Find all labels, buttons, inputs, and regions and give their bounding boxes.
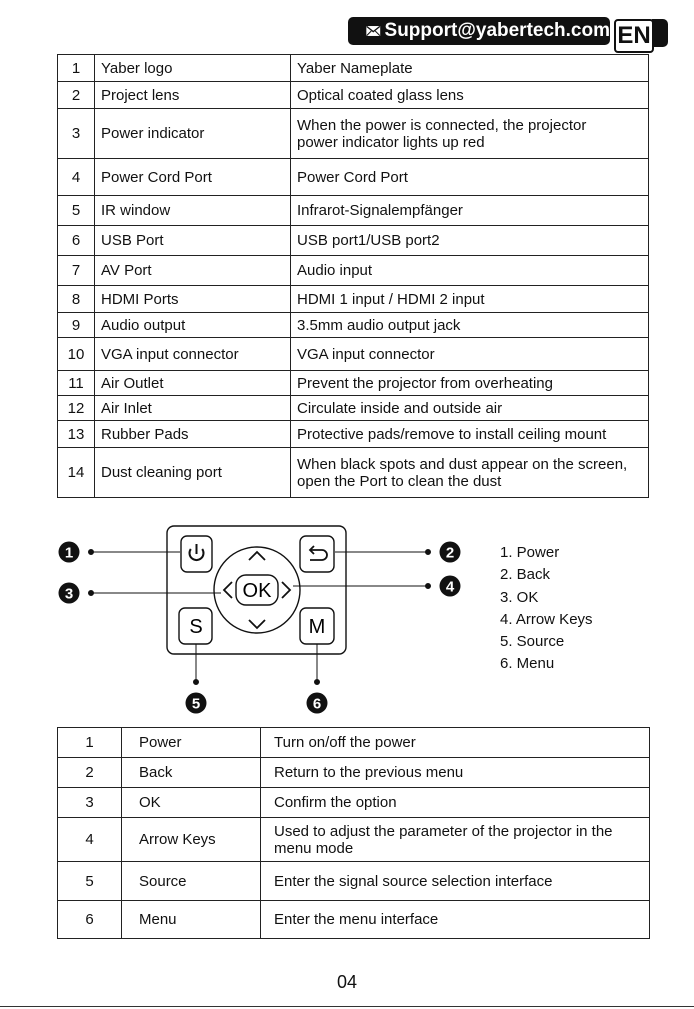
description-line: USB port1/USB port2 bbox=[297, 232, 440, 249]
part-name: Air Outlet bbox=[95, 371, 291, 396]
svg-text:3: 3 bbox=[64, 585, 74, 603]
row-number: 3 bbox=[58, 109, 95, 159]
parts-table-row bbox=[58, 338, 649, 371]
language-badge: EN bbox=[614, 19, 654, 53]
keys-table-row bbox=[58, 728, 650, 758]
callout-4 bbox=[440, 576, 461, 597]
description bbox=[291, 226, 649, 256]
description bbox=[291, 448, 649, 498]
svg-text:1: 1 bbox=[64, 544, 74, 562]
part-name: Power Cord Port bbox=[95, 159, 291, 196]
description bbox=[291, 338, 649, 371]
description-line: 3.5mm audio output jack bbox=[297, 316, 461, 334]
legend-item: 6. Menu bbox=[500, 655, 555, 673]
language-badge-tail bbox=[652, 19, 668, 47]
parts-table-row bbox=[58, 55, 649, 82]
keys-table-row bbox=[58, 901, 650, 939]
description-line: Yaber Nameplate bbox=[297, 59, 413, 77]
keys-table-row bbox=[58, 758, 650, 788]
bottom-divider bbox=[0, 1006, 694, 1007]
callout-6 bbox=[307, 693, 328, 714]
description bbox=[261, 818, 650, 862]
row-number: 9 bbox=[58, 313, 95, 338]
row-number: 10 bbox=[58, 338, 95, 371]
source-key-label: S bbox=[189, 616, 203, 638]
parts-table-row bbox=[58, 256, 649, 286]
header bbox=[348, 17, 668, 49]
description-line: Enter the signal source selection interface bbox=[274, 872, 553, 890]
description-line: Power Cord Port bbox=[297, 168, 408, 186]
part-name: Project lens bbox=[95, 82, 291, 109]
description-line: Return to the previous menu bbox=[274, 764, 464, 781]
part-name: Rubber Pads bbox=[95, 421, 291, 448]
back-button bbox=[300, 536, 334, 572]
description-line: Confirm the option bbox=[274, 794, 397, 811]
description-line: VGA input connector bbox=[297, 345, 435, 363]
part-name: Yaber logo bbox=[95, 55, 291, 82]
parts-table-row bbox=[58, 109, 649, 159]
row-number: 1 bbox=[58, 55, 95, 82]
ok-button bbox=[236, 575, 278, 605]
source-button bbox=[179, 608, 212, 644]
parts-table-row bbox=[58, 286, 649, 313]
description bbox=[261, 728, 650, 758]
description bbox=[291, 313, 649, 338]
key-name: Source bbox=[122, 862, 261, 901]
description-line: Enter the menu interface bbox=[274, 911, 439, 928]
svg-text:5: 5 bbox=[191, 695, 201, 713]
part-name: Power indicator bbox=[95, 109, 291, 159]
row-number: 3 bbox=[58, 788, 122, 818]
key-name: OK bbox=[122, 788, 261, 818]
description-line: Turn on/off the power bbox=[274, 734, 416, 751]
part-name: USB Port bbox=[95, 226, 291, 256]
keys-table-row bbox=[58, 788, 650, 818]
description bbox=[291, 256, 649, 286]
keypad-legend bbox=[500, 542, 593, 676]
row-number: 11 bbox=[58, 371, 95, 396]
description bbox=[291, 286, 649, 313]
parts-table-row bbox=[58, 226, 649, 256]
row-number: 5 bbox=[58, 196, 95, 226]
description bbox=[291, 82, 649, 109]
part-name: AV Port bbox=[95, 256, 291, 286]
key-name: Back bbox=[122, 758, 261, 788]
keys-table bbox=[57, 727, 650, 939]
description-line: Audio input bbox=[297, 262, 373, 279]
description-line: power indicator lights up red bbox=[297, 133, 485, 151]
callout-2 bbox=[440, 542, 461, 563]
svg-text:6: 6 bbox=[312, 695, 322, 713]
description-line: open the Port to clean the dust bbox=[297, 472, 502, 490]
description-line: Circulate inside and outside air bbox=[297, 399, 503, 417]
description bbox=[261, 788, 650, 818]
description-line: When the power is connected, the projector bbox=[297, 116, 587, 134]
description bbox=[261, 862, 650, 901]
ok-key-label: OK bbox=[242, 580, 272, 602]
arrow-up-icon bbox=[249, 552, 265, 560]
description-line: Protective pads/remove to install ceiling mount bbox=[297, 425, 607, 443]
description bbox=[291, 371, 649, 396]
keys-table-row bbox=[58, 862, 650, 901]
legend-item: 1. Power bbox=[500, 544, 560, 561]
power-button bbox=[181, 536, 212, 572]
page-number: 04 bbox=[336, 972, 358, 992]
description bbox=[261, 901, 650, 939]
part-name: VGA input connector bbox=[95, 338, 291, 371]
part-name: IR window bbox=[95, 196, 291, 226]
row-number: 4 bbox=[58, 818, 122, 862]
support-email-banner[interactable] bbox=[348, 17, 610, 45]
parts-table-row bbox=[58, 159, 649, 196]
arrow-left-icon bbox=[224, 582, 232, 598]
arrow-right-icon bbox=[282, 582, 290, 598]
row-number: 2 bbox=[58, 82, 95, 109]
row-number: 13 bbox=[58, 421, 95, 448]
parts-table-row bbox=[58, 313, 649, 338]
row-number: 5 bbox=[58, 862, 122, 901]
description-line: Used to adjust the parameter of the projector in the bbox=[274, 822, 613, 840]
row-number: 6 bbox=[58, 901, 122, 939]
envelope-icon bbox=[366, 23, 381, 39]
parts-table-row bbox=[58, 371, 649, 396]
menu-key-label: M bbox=[308, 616, 326, 638]
svg-text:2: 2 bbox=[445, 544, 455, 562]
callout-1 bbox=[59, 542, 80, 563]
callout-3 bbox=[59, 583, 80, 604]
key-name: Menu bbox=[122, 901, 261, 939]
key-name: Arrow Keys bbox=[122, 818, 261, 862]
legend-item: 2. Back bbox=[500, 566, 551, 584]
description bbox=[291, 421, 649, 448]
menu-button bbox=[300, 608, 334, 644]
description bbox=[291, 196, 649, 226]
callout-5 bbox=[186, 693, 207, 714]
parts-table-row bbox=[58, 396, 649, 421]
parts-table bbox=[57, 54, 649, 498]
description-line: When black spots and dust appear on the screen, bbox=[297, 455, 628, 473]
row-number: 6 bbox=[58, 226, 95, 256]
description-line: menu mode bbox=[274, 839, 354, 857]
arrow-down-icon bbox=[249, 620, 265, 628]
support-email: Support@yabertech.com bbox=[384, 20, 610, 41]
description bbox=[291, 396, 649, 421]
keys-table-row bbox=[58, 818, 650, 862]
part-name: Audio output bbox=[95, 313, 291, 338]
legend-item: 4. Arrow Keys bbox=[500, 610, 593, 628]
row-number: 14 bbox=[58, 448, 95, 498]
row-number: 4 bbox=[58, 159, 95, 196]
part-name: HDMI Ports bbox=[95, 286, 291, 313]
parts-table-row bbox=[58, 82, 649, 109]
part-name: Dust cleaning port bbox=[95, 448, 291, 498]
part-name: Air Inlet bbox=[95, 396, 291, 421]
row-number: 12 bbox=[58, 396, 95, 421]
key-name: Power bbox=[122, 728, 261, 758]
row-number: 1 bbox=[58, 728, 122, 758]
parts-table-row bbox=[58, 421, 649, 448]
row-number: 8 bbox=[58, 286, 95, 313]
description-line: Infrarot-Signalempfänger bbox=[297, 202, 463, 219]
description bbox=[261, 758, 650, 788]
legend-item: 3. OK bbox=[500, 588, 539, 606]
description-line: Optical coated glass lens bbox=[297, 86, 464, 104]
description-line: HDMI 1 input / HDMI 2 input bbox=[297, 290, 485, 308]
parts-table-row bbox=[58, 196, 649, 226]
legend-item: 5. Source bbox=[500, 633, 565, 651]
row-number: 7 bbox=[58, 256, 95, 286]
row-number: 2 bbox=[58, 758, 122, 788]
description bbox=[291, 109, 649, 159]
description bbox=[291, 55, 649, 82]
parts-table-row bbox=[58, 448, 649, 498]
svg-text:4: 4 bbox=[445, 578, 455, 596]
description-line: Prevent the projector from overheating bbox=[297, 374, 553, 392]
description bbox=[291, 159, 649, 196]
